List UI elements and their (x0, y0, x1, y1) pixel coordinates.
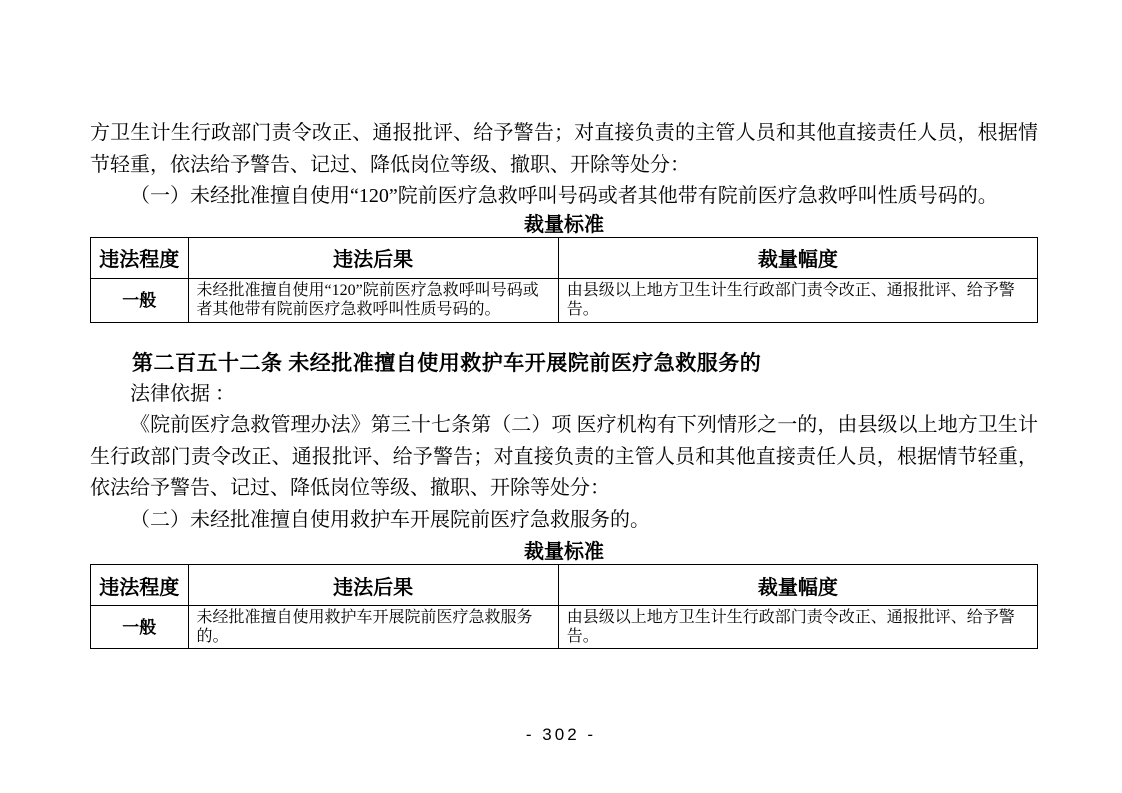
page-content (90, 118, 1038, 649)
table-2-header-violation-consequence: 违法后果 (188, 565, 558, 606)
table-title-2: 裁量标准 (524, 541, 604, 563)
table-2-row (91, 606, 1038, 649)
section-heading: 第二百五十二条 未经批准擅自使用救护车开展院前医疗急救服务的 (132, 350, 762, 375)
table-title-1: 裁量标准 (524, 213, 604, 236)
discretion-table-2 (90, 564, 1038, 649)
paragraph-continuation: 方卫生计生行政部门责令改正、通报批评、给予警告；对直接负责的主管人员和其他直接责任人员，根据情节轻重，依法给予警告、记过、降低岗位等级、撤职、开除等处分： (90, 122, 1038, 176)
table-1-header-violation-degree: 违法程度 (91, 237, 189, 278)
table-1-row (91, 278, 1038, 322)
table-1-header-discretion-range: 裁量幅度 (558, 237, 1037, 278)
legal-basis-text: 《院前医疗急救管理办法》第三十七条第（二）项 医疗机构有下列情形之一的，由县级以上地方卫生计生行政部门责令改正、通报批评、给予警告；对直接负责的主管人员和其他直接责任人员，根据情节轻重，依法给予警告、记过、降低岗位等级、撤职、开除等处分： (90, 414, 1038, 499)
table-1-cell-consequence: 未经批准擅自使用“120”院前医疗急救呼叫号码或者其他带有院前医疗急救呼叫性质号码的。 (188, 278, 558, 322)
clause-item-two: （二）未经批准擅自使用救护车开展院前医疗急救服务的。 (130, 508, 650, 531)
table-1-header-violation-consequence: 违法后果 (188, 237, 558, 278)
table-2-header-discretion-range: 裁量幅度 (558, 565, 1037, 606)
table-2-cell-consequence: 未经批准擅自使用救护车开展院前医疗急救服务的。 (188, 606, 558, 649)
table-2-header-row (91, 565, 1038, 606)
table-2-cell-range: 由县级以上地方卫生计生行政部门责令改正、通报批评、给予警告。 (558, 606, 1037, 649)
discretion-table-1 (90, 237, 1038, 323)
page-number: - 302 - (525, 725, 597, 744)
clause-item-one: （一）未经批准擅自使用“120”院前医疗急救呼叫号码或者其他带有院前医疗急救呼叫性质号码的。 (130, 185, 998, 207)
table-1-cell-degree: 一般 (91, 278, 189, 322)
legal-basis-label: 法律依据 ： (130, 382, 235, 405)
table-2-cell-degree: 一般 (91, 606, 189, 649)
table-2-header-violation-degree: 违法程度 (91, 565, 189, 606)
table-1-header-row (91, 237, 1038, 278)
table-1-cell-range: 由县级以上地方卫生计生行政部门责令改正、通报批评、给予警告。 (558, 278, 1037, 322)
